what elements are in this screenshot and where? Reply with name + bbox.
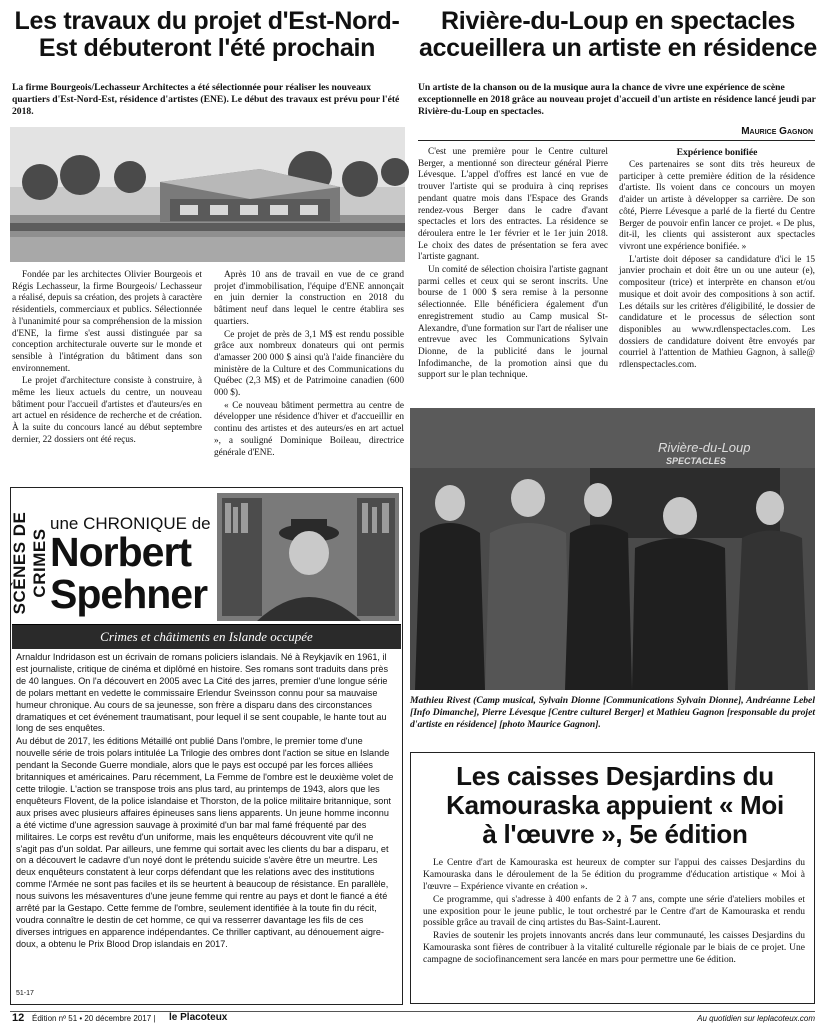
photo-caption: Mathieu Rivest (Camp musical, Sylvain Dionne [Communications Sylvain Dionne], Andréanne Lebel [Info Dimanche], Pierre Lévesque [Centre culturel Berger] et Mathieu Gagnon [responsable du projet d'artiste en résidence] [photo Maurice Gagnon].: [410, 695, 815, 730]
left-article-column-2: [214, 270, 404, 460]
banner-subtitle: SPECTACLES: [666, 456, 726, 466]
byline: Maurice Gagnon: [741, 126, 813, 137]
left-article-column-1: [12, 270, 202, 448]
building-rendering: [10, 127, 405, 262]
chronicle-intro: une CHRONIQUE de: [50, 514, 211, 533]
paragraph: Le projet d'architecture consiste à construire, à même les lieux actuels du centre, un nouveau bâtiment pour l'accueil d'artistes et d'auteurs/es en art actuel en résidence de recherche et de création. À la suite du concours lancé au début septembre dernier, 22 dossiers ont été reçus.: [12, 376, 202, 445]
page-number: 12: [12, 1012, 25, 1024]
paragraph: Après 10 ans de travail en vue de ce grand projet d'immobilisation, l'équipe d'ENE annonçait en juin dernier la construction en 2018 du bâtiment neuf dans lequel le centre établira ses quartiers.: [214, 270, 404, 327]
footer-tagline: Au quotidien sur leplacoteux.com: [697, 1014, 815, 1023]
brand-logo: le Placoteux: [169, 1012, 228, 1023]
chronicle-title: Crimes et châtiments en Islande occupée: [100, 629, 313, 644]
desjardins-headline: Les caisses Desjardins du Kamouraska appuient « Moi à l'œuvre », 5e édition: [446, 761, 784, 850]
chronicle-vertical-label: [10, 489, 49, 623]
paragraph: Un comité de sélection choisira l'artiste gagnant parmi celles et ceux qui se seront inscrits. Une bourse de 1 000 $ sera remise à la personne sélectionnée. Elle bénéficiera également d'un enregistrement studio au Camp musical St-Alexandre, d'une formation sur l'art de réaliser une entrevue avec les Communications Sylvain Dionne, de la publicité dans le journal Infodimanche, de la promotion ainsi que du support sur le plan technique.: [418, 265, 608, 381]
byline-rule: [418, 140, 815, 141]
right-article-column-1: [418, 147, 608, 383]
left-lead: La firme Bourgeois/Lechasseur Architectes a été sélectionnée pour réaliser les nouveaux quartiers d'Est-Nord-Est, résidence d'artistes (ENE). Le début des travaux est prévu pour l'été 2018.: [12, 82, 400, 117]
footer-rule: [10, 1011, 815, 1012]
author-photo: [217, 493, 399, 621]
paragraph: Ces partenaires se sont dits très heureux de participer à cette première édition de la résidence d'artiste. Ils voient dans ce concours un moyen d'aider un artiste à développer sa carrière. De son côté, Pierre Lévesque a parlé de la fierté du Centre Berger de pouvoir enfin lancer ce projet. « De plus, dit-il, les clients qui assisteront aux spectacles vivront une expérience bonifiée. »: [619, 160, 815, 252]
paragraph: Ce programme, qui s'adresse à 400 enfants de 2 à 7 ans, compte une série d'ateliers mobiles et une exposition pour le jeune public, le tout orchestré par le Centre d'art de Kamouraska et rendu possible grâce au travail de cinq artistes du Bas-Saint-Laurent.: [423, 894, 805, 929]
chronicle-title-bar: [12, 624, 401, 649]
author-first-name: Norbert: [50, 529, 192, 575]
vertical-text: SCÈNES DE CRIMES: [10, 511, 49, 615]
subhead: Expérience bonifiée: [676, 147, 758, 158]
paragraph: L'artiste doit déposer sa candidature d'ici le 15 janvier prochain et doit être un ou une auteur (e), compositeur (trice) et interprète en chanson et/ou musique et doit avoir des compositions à son actif. Les détails sur les critères d'éligibilité, le dossier de candidature et le processus de sélection sont disponibles au www.rdlenspectacles.com. Les dossiers de candidature doivent être envoyés par courriel à l'attention de Mathieu Gagnon, à salle@ rdlenspectacles.com.: [619, 254, 815, 371]
paragraph: Arnaldur Indridason est un écrivain de romans policiers islandais. Né à Reykjavík en 1961, il est journaliste, critique de cinéma et diplômé en histoire. Ses romans sont traduits dans près de 40 langues. On l'a découvert en 2005 avec La Cité des jarres, premier d'une longue série de polars mettant en vedette le commissaire Erlendur Sveinsson connu pour sa mauvaise humeur chronique. Au cours de sa jeunesse, son frère a disparu dans des circonstances dramatiques et cet événement traumatisant, pour lequel il se sent coupable, le hante tout au long de ses enquêtes.: [16, 652, 389, 734]
paragraph: « Ce nouveau bâtiment permettra au centre de développer une résidence d'hiver et d'accueillir en continu des artistes et des auteurs/es en art actuel », a souligné Dominique Boileau, directrice générale d'ENE.: [214, 400, 404, 458]
paragraph: C'est une première pour le Centre culturel Berger, a mentionné son directeur général Pierre Lévesque. L'appel d'offres est lancé en vue de trouver l'artiste qui se produira à cinq reprises pendant quatre mois dans l'Espace des Grands rendez-vous Berger dans le cadre d'avant spectacles et lors des entractes. La résidence se déroulera entre le 1er février et le 1er juin 2018. Le choix des dates de présentation se fera avec l'artiste gagnant.: [418, 147, 608, 263]
desjardins-body: [423, 858, 805, 968]
right-lead: Un artiste de la chanson ou de la musique aura la chance de vivre une expérience de scène exceptionnelle en 2018 grâce au nouveau projet d'accueil d'un artiste en résidence lancé jeudi par Rivière-du-Loup en spectacles.: [418, 82, 816, 117]
author-last-name: Spehner: [50, 571, 208, 617]
banner-title: Rivière-du-Loup: [658, 440, 751, 455]
paragraph: Fondée par les architectes Olivier Bourgeois et Régis Lechasseur, la firme Bourgeois/ Lechasseur a réalisé, depuis sa création, des projets à caractère résidentiels, commerciaux et publics. Sélectionnée à l'unanimité pour sa compréhension de la mission d'ENE, la firme s'est aussi distinguée par sa conception architecturale ouverte sur le monde et sensible à l'intégration du bâtiment dans son environnement.: [12, 270, 202, 374]
edition-info: Édition nº 51 • 20 décembre 2017 |: [32, 1014, 156, 1023]
paragraph: Au début de 2017, les éditions Métaillé ont publié Dans l'ombre, le premier tome d'une nouvelle série de trois polars intitulée La Trilogie des ombres dont l'action se situe en Islande pendant la Seconde Guerre mondiale, alors que le pays est occupé par les forces alliées britanniques et américaines. Paru récemment, La Femme de l'ombre est le deuxième volet de cette trilogie. L'action se transpose trois ans plus tard, au printemps de 1943, alors que les enquêteurs Flovent, de la police islandaise et Thorston, de la police militaire britannique, sont aux prises avec plusieurs affaires épineuses sans liens apparents. Un jeune homme inconnu a été victime d'une agression sauvage à proximité d'un bar mal famé fréquenté par des militaires. Le corps est revêtu d'un uniforme, mais les enquêteurs découvrent vite qu'il ne s'agit pas d'un soldat. Par ailleurs, une femme qui sortait avec les clients du bar a disparu, et on a découvert le cadavre d'un noyé dont le prétendu suicide s'avère être un meurtre. Les deux enquêteurs constatent à leur corps défendant que les relations avec des institutions comme l'Armée ne sont pas faciles et ils se heurtent à beaucoup de résistance. En parallèle, nous suivons les mésaventures d'une jeune femme qui rentre au pays et dont le fiancé a été arrêté par la Gestapo. Cette femme de l'ombre, seulement identifiée à la toute fin du récit, voudra connaître le destin de cet homme, ce qui va resserrer davantage les fils de ces diverses intrigues en apparence indépendantes. Ce thriller captivant, au dénouement aigre-doux, a obtenu le Prix Blood Drop islandais en 2017.: [16, 736, 394, 949]
right-headline: Rivière-du-Loup en spectacles accueillera un artiste en résidence: [418, 7, 818, 62]
left-headline: Les travaux du projet d'Est-Nord-Est débuteront l'été prochain: [14, 7, 400, 62]
paragraph: Le Centre d'art de Kamouraska est heureux de compter sur l'appui des caisses Desjardins du Kamouraska dans le déroulement de la 5e édition du programme d'éducation artistique « Moi à l'œuvre – Expérience vivante en création ».: [423, 858, 805, 892]
chronicle-header: [12, 489, 401, 623]
chronicle-body: [16, 652, 396, 952]
paragraph: Ce projet de près de 3,1 M$ est rendu possible grâce aux nombreux donateurs qui ont permis d'amasser 200 000 $ ainsi qu'à l'aide financière du ministère de la Culture et des Communications du Québec (2,3 M$) et de Patrimoine canadien (600 000 $).: [214, 329, 404, 399]
right-article-column-2: [619, 147, 815, 373]
chronicle-code: 51-17: [16, 990, 34, 997]
group-photo: [410, 408, 815, 690]
paragraph: Ravies de soutenir les projets innovants ancrés dans leur communauté, les caisses Desjardins du Kamouraska sont fières de contribuer à la vitalité culturelle régionale par le biais de ce projet. Une campagne de sociofinancement sera lancée en mars pour permettre une 6e édition.: [423, 931, 805, 965]
